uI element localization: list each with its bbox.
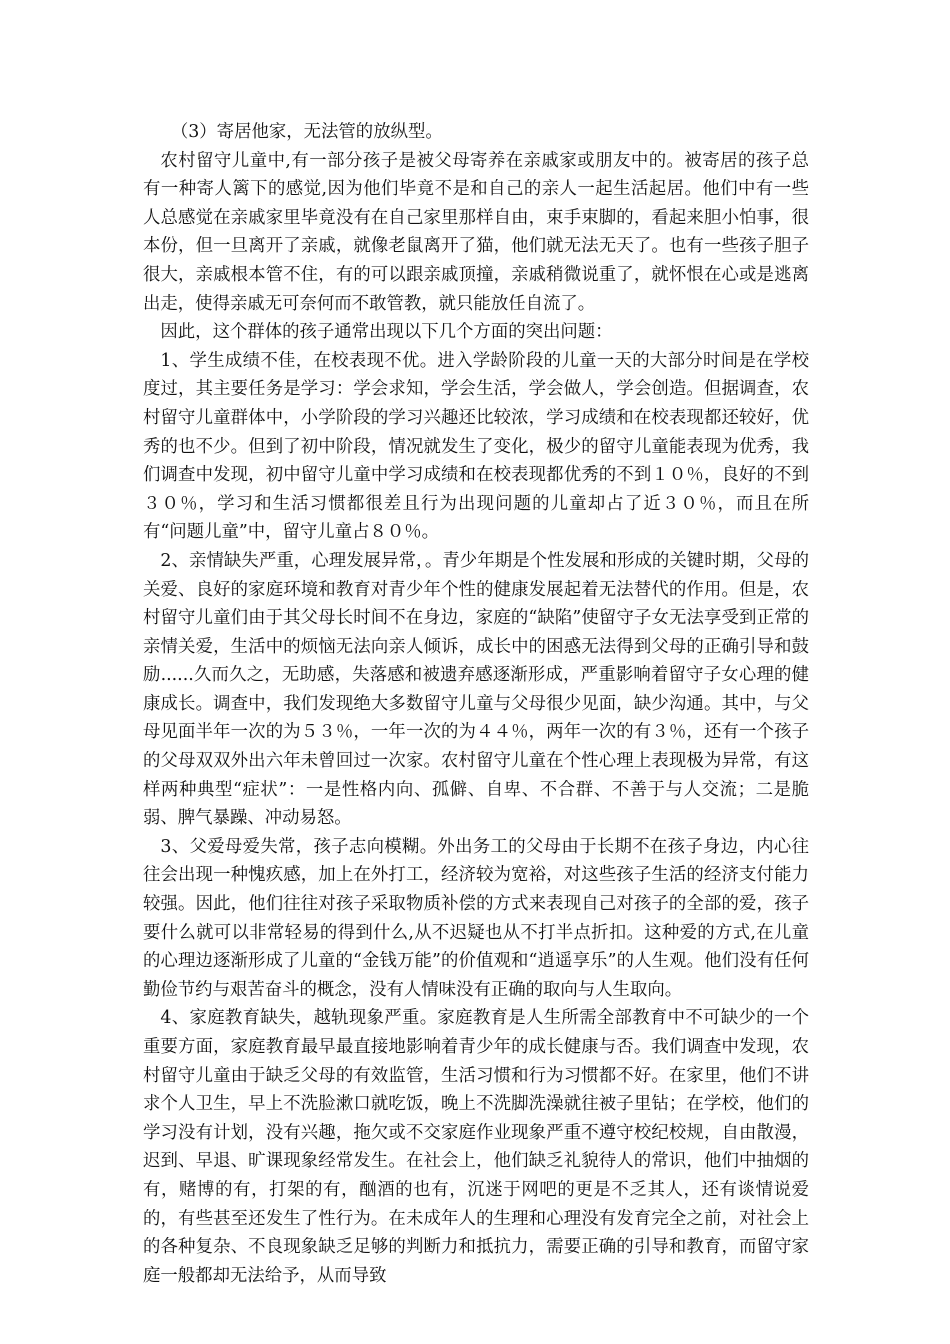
paragraph-point-4-family-education: 4、家庭教育缺失，越轨现象严重。家庭教育是人生所需全部教育中不可缺少的一个重要方面，家庭教育最早最直接地影响着青少年的成长健康与否。我们调查中发现，农村留守儿童由于缺乏父母的有效监管，生活习惯和行为习惯都不好。在家里，他们不讲求个人卫生，早上不洗脸漱口就吃饭，晚上不洗脚洗澡就往被子里钻；在学校，他们的学习没有计划，没有兴趣，拖欠或不交家庭作业现象严重不遵守校纪校规，自由散漫，迟到、早退、旷课现象经常发生。在社会上，他们缺乏礼貌待人的常识，他们中抽烟的有，赌博的有，打架的有，酗酒的也有，沉迷于网吧的更是不乏其人，还有谈情说爱的，有些甚至还发生了性行为。在未成年人的生理和心理没有发育完全之前，对社会上的各种复杂、不良现象缺乏足够的判断力和抵抗力，需要正确的引导和教育，而留守家庭一般都却无法给予，从而导致 — [143, 1008, 809, 1286]
paragraph-point-3-parental-love: 3、父爱母爱失常，孩子志向模糊。外出务工的父母由于长期不在孩子身边，内心往往会出现一种愧疚感，加上在外打工，经济较为宽裕，对这些孩子生活的经济支付能力较强。因此，他们往往对孩子采取物质补偿的方式来表现自己对孩子的全部的爱，孩子要什么就可以非常轻易的得到什么,从不迟疑也从不打半点折扣。这种爱的方式,在儿童的心理边逐渐形成了儿童的“金钱万能”的价值观和“逍遥享乐”的人生观。他们没有任何勤俭节约与艰苦奋斗的概念，没有人情味没有正确的取向与人生取向。 — [143, 836, 809, 1000]
section-heading: （3）寄居他家，无法管的放纵型。 — [170, 122, 443, 142]
paragraph-point-1-grades: 1、学生成绩不佳，在校表现不优。进入学龄阶段的儿童一天的大部分时间是在学校度过，其主要任务是学习：学会求知，学会生活，学会做人，学会创造。但据调查，农村留守儿童群体中，小学阶段的学习兴趣还比较浓，学习成绩和在校表现都还较好，优秀的也不少。但到了初中阶段，情况就发生了变化，极少的留守儿童能表现为优秀，我们调查中发现，初中留守儿童中学习成绩和在校表现都优秀的不到１０％，良好的不到３０％，学习和生活习惯都很差且行为出现问题的儿童却占了近３０％，而且在所有“问题儿童”中，留守儿童占８０％。 — [143, 350, 809, 543]
paragraph-point-2-affection: 2、亲情缺失严重，心理发展异常，。青少年期是个性发展和形成的关键时期，父母的关爱、良好的家庭环境和教育对青少年个性的健康发展起着无法替代的作用。但是，农村留守儿童们由于其父母长时间不在身边，家庭的“缺陷”使留守子女无法享受到正常的亲情关爱，生活中的烦恼无法向亲人倾诉，成长中的困惑无法得到父母的正确引导和鼓励......久而久之，无助感，失落感和被遗弃感逐渐形成，严重影响着留守子女心理的健康成长。调查中，我们发现绝大多数留守儿童与父母很少见面，缺少沟通。其中，与父母见面半年一次的为５３％，一年一次的为４４％，两年一次的有３％，还有一个孩子的父母双双外出六年未曾回过一次家。农村留守儿童在个性心理上表现极为异常，有这样两种典型“症状”：一是性格内向、孤僻、自卑、不合群、不善于与人交流；二是脆弱、脾气暴躁、冲动易怒。 — [143, 550, 809, 829]
document-body — [143, 118, 809, 1290]
paragraph-problems-intro: 因此，这个群体的孩子通常出现以下几个方面的突出问题： — [160, 322, 613, 343]
paragraph-boarding: 农村留守儿童中,有一部分孩子是被父母寄养在亲戚家或朋友中的。被寄居的孩子总有一种寄人篱下的感觉,因为他们毕竟不是和自己的亲人一起生活起居。他们中有一些人总感觉在亲戚家里毕竟没有在自己家里那样自由，束手束脚的，看起来胆小怕事，很本份，但一旦离开了亲戚，就像老鼠离开了猫，他们就无法无天了。也有一些孩子胆子很大，亲戚根本管不住，有的可以跟亲戚顶撞，亲戚稍微说重了，就怀恨在心或是逃离出走，使得亲戚无可奈何而不敢管教，就只能放任自流了。 — [143, 150, 809, 314]
